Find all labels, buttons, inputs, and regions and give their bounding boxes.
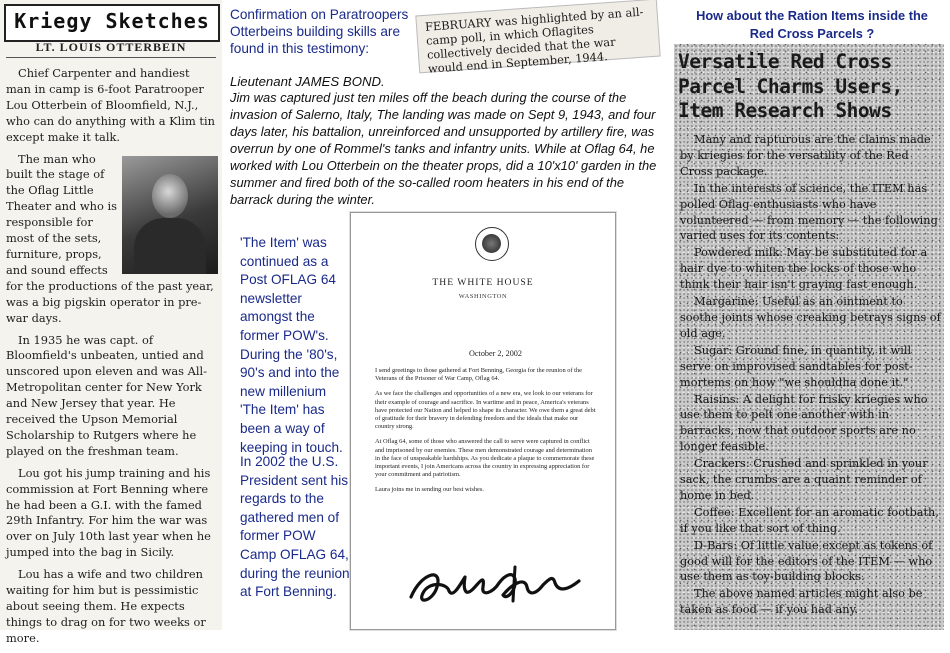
white-house-letter (350, 212, 616, 630)
masthead-title: Kriegy Sketches (14, 9, 210, 33)
presidential-seal-icon (475, 227, 509, 261)
clipping-paragraph: Many and rapturous are the claims made by kriegies for the versatility of the Red Cross package. (680, 133, 931, 178)
clipping-paragraph: D-Bars: Of little value except as tokens of good will for the editors of the ITEM — who use them as toy-building blocks. (680, 538, 933, 584)
clipping-paragraph: In the interests of science, the ITEM has polled Oflag enthusiasts who have volunteered — from memory — the following varied uses for its contents: (680, 181, 938, 243)
item-newsletter-note: 'The Item' was continued as a Post OFLAG 64 newsletter amongst the former POW's. During the '80's, 90's and into the new millenium 'The Item' has been a way of keeping in touch. (240, 235, 343, 455)
confirmation-text: Confirmation on Paratroopers Otterbeins building skills are found in this testimony: (230, 7, 409, 56)
article-paragraph: In 1935 he was capt. of Bloomfield's unbeaten, untied and unscored upon eleven and was All-Metropolitan center for New York and New Jersey that year. He received the Upson Memorial Scholarship to Rutgers where he played on the freshman team. (6, 332, 207, 458)
clipping-paragraph: Sugar: Ground fine, in quantity, it will serve on improvised sandtables for post-mortems on how "we shouldha done it." (680, 343, 913, 389)
letter-body (375, 367, 597, 502)
clipping-paragraph: Powdered milk: May be substituted for a hair dye to whiten the locks of those who think their hair isn't graying fast enough. (680, 246, 928, 292)
letterhead-city: WASHINGTON (458, 293, 508, 300)
clipping-paragraph: Raisins: A delight for frisky kriegies who use them to pelt one another with in barracks, now that outdoor sports are no longer feasible. (680, 392, 928, 454)
letter-paragraph: I send greetings to those gathered at Fort Benning, Georgia for the reunion of the Veterans of the Prisoner of War Camp, Oflag 64. (375, 367, 582, 383)
red-cross-parcel-clipping (674, 44, 944, 630)
article-paragraph: Lou got his jump training and his commission at Fort Benning where he had been a G.I. with the famed 29th Infantry. For him the war was over on July 10th last year when he jumped into the bag in Sicily. (6, 465, 211, 560)
signature-icon (403, 553, 583, 613)
letter-paragraph: As we face the challenges and opportunities of a new era, we look to our veterans for their example of courage and sacrifice. In wartime and in peace, America's veterans have protected our Nation and helped to shape its character. We owe them a great debt of gratitude for their bravery in defending freedom and the ideals that make our country strong. (375, 390, 596, 431)
divider (6, 57, 216, 58)
letter-paragraph: At Oflag 64, some of those who answered the call to serve were captured in conflict and imprisoned by our enemies. These men demonstrated courage and determination in the face of unspeakable hardships. As you dedicate a plaque to commemorate these important events, I join Americans across the country in expressing appreciation for your commitment and patriotism. (375, 438, 595, 479)
clipping-paragraph: Coffee: Excellent for an aromatic footbath, if you like that sort of thing. (680, 505, 939, 535)
clipping-headline: Versatile Red Cross Parcel Charms Users, Item Research Shows (678, 50, 903, 122)
clipping-paragraph: Crackers: Crushed and sprinkled in your sack, the crumbs are a quaint reminder of home in bed. (680, 457, 928, 502)
letter-date: October 2, 2002 (469, 349, 522, 358)
february-clipping (416, 0, 659, 76)
article-column (6, 66, 218, 653)
clipping-paragraph: The above named articles might also be taken as food — if you had any. (680, 587, 923, 617)
article-paragraph: Chief Carpenter and handiest man in camp is 6-foot Paratrooper Lou Otterbein of Bloomfield, N.J., who can do anything with a Klim tin except make it talk. (6, 66, 215, 144)
letterhead: THE WHITE HOUSE (432, 277, 534, 288)
letter-paragraph: Laura joins me in sending our best wishes. (375, 486, 484, 494)
article-paragraph: Lou has a wife and two children waiting for him but is pessimistic about seeing them. He expects things to drag on for two weeks or more. (6, 567, 206, 645)
kriegy-sketches-clipping (0, 0, 222, 645)
masthead-box (4, 4, 220, 42)
clipping-paragraph: Margarine: Useful as an ointment to soothe joints whose creaking betrays signs of old age. (680, 295, 941, 340)
testimony-name: Lieutenant JAMES BOND. (230, 74, 385, 89)
president-note: In 2002 the U.S. President sent his regards to the gathered men of former POW Camp OFLAG 64, during the reunion at Fort Benning. (240, 454, 350, 600)
clipping-column (680, 132, 942, 619)
ration-question: How about the Ration Items inside the Red Cross Parcels ? (696, 8, 928, 41)
february-text: FEBRUARY was highlighted by an all-camp poll, in which Oflagites collectively decided that the war would end in September, 1944. (424, 4, 644, 76)
article-paragraph: The man who built the stage of the Oflag Little Theater and who is responsible for most of the sets, furniture, props, and sound effects for the productions of the past year, was a big pigskin operator in pre-war days. (6, 151, 214, 325)
portrait-photo (122, 156, 218, 274)
byline: LT. LOUIS OTTERBEIN (35, 40, 187, 54)
testimony-text: Jim was captured just ten miles off the beach during the course of the invasion of Salerno, Italy, The landing was made on Sept 9, 1943, and four days later, his battalion, unreinforced and unsupported by artillery fire, was overrun by one of Rommel's tanks and infantry units. While at Oflag 64, he worked with Lou Otterbein on the theater props, did a 10'x10' garden in the summer and fired both of the so-called room heaters in his end of the barrack during the winter. (230, 90, 657, 207)
